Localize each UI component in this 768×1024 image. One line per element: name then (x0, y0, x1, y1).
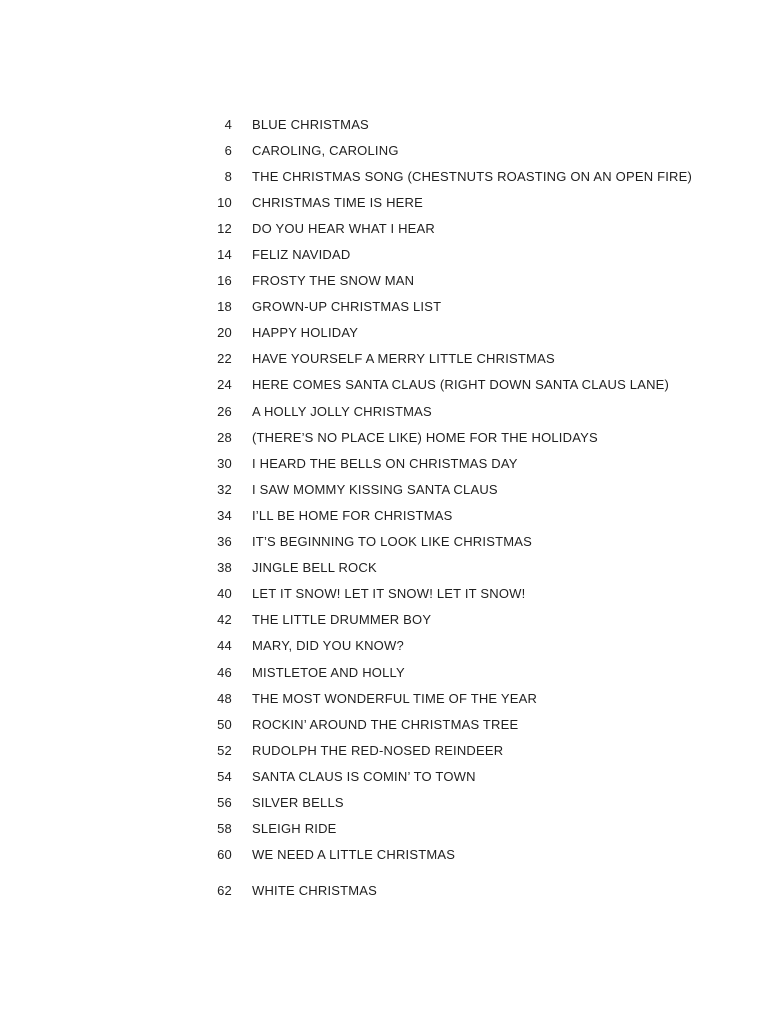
toc-song-title: DO YOU HEAR WHAT I HEAR (252, 220, 436, 236)
toc-entry (0, 241, 768, 267)
toc-song-title: JINGLE BELL ROCK (252, 560, 377, 576)
toc-song-title: SILVER BELLS (252, 794, 344, 810)
toc-page-number: 50 (217, 716, 232, 732)
toc-song-title: I SAW MOMMY KISSING SANTA CLAUS (252, 481, 498, 497)
toc-song-title: FROSTY THE SNOW MAN (252, 273, 415, 289)
toc-song-title: WE NEED A LITTLE CHRISTMAS (252, 847, 456, 863)
toc-song-title: (THERE’S NO PLACE LIKE) HOME FOR THE HOLIDAYS (252, 429, 598, 445)
toc-page-number: 22 (217, 351, 232, 367)
toc-entry (0, 398, 768, 424)
toc-entry (0, 215, 768, 241)
toc-page-number: 56 (217, 794, 232, 810)
toc-page-number: 48 (217, 690, 232, 706)
toc-song-title: THE LITTLE DRUMMER BOY (252, 612, 432, 628)
toc-entry (0, 346, 768, 372)
toc-entry (0, 659, 768, 685)
toc-entry (0, 685, 768, 711)
toc-page-number: 36 (217, 534, 232, 550)
toc-song-title: MISTLETOE AND HOLLY (252, 664, 405, 680)
toc-entry (0, 268, 768, 294)
toc-page-number: 60 (217, 847, 232, 863)
toc-page-number: 58 (217, 821, 232, 837)
toc-song-title: CHRISTMAS TIME IS HERE (252, 194, 424, 210)
toc-page-number: 20 (217, 325, 232, 341)
toc-page-number: 54 (217, 768, 232, 784)
toc-entry (0, 737, 768, 763)
toc-entry (0, 868, 768, 898)
toc-page-number: 10 (217, 194, 232, 210)
toc-entry (0, 555, 768, 581)
table-of-contents (0, 111, 768, 898)
toc-page-number: 42 (217, 612, 232, 628)
toc-page-number: 32 (217, 481, 232, 497)
toc-page-number: 26 (217, 403, 232, 419)
toc-song-title: LET IT SNOW! LET IT SNOW! LET IT SNOW! (252, 586, 526, 602)
toc-song-title: THE CHRISTMAS SONG (CHESTNUTS ROASTING ON AN OPEN FIRE) (252, 168, 693, 184)
toc-song-title: ROCKIN’ AROUND THE CHRISTMAS TREE (252, 716, 519, 732)
toc-page-number: 34 (217, 507, 232, 523)
toc-entry (0, 581, 768, 607)
toc-song-title: I’LL BE HOME FOR CHRISTMAS (252, 507, 453, 523)
toc-song-title: FELIZ NAVIDAD (252, 247, 351, 263)
toc-page-number: 8 (224, 168, 232, 184)
toc-page-number: 52 (217, 742, 232, 758)
toc-page-number: 18 (217, 299, 232, 315)
toc-entry (0, 450, 768, 476)
toc-song-title: HAPPY HOLIDAY (252, 325, 359, 341)
toc-song-title: I HEARD THE BELLS ON CHRISTMAS DAY (252, 455, 518, 471)
toc-page-number: 44 (217, 638, 232, 654)
toc-song-title: SANTA CLAUS IS COMIN’ TO TOWN (252, 768, 476, 784)
toc-song-title: SLEIGH RIDE (252, 821, 337, 837)
toc-entry (0, 189, 768, 215)
toc-song-title: CAROLING, CAROLING (252, 142, 399, 158)
toc-entry (0, 607, 768, 633)
toc-entry (0, 633, 768, 659)
toc-entry (0, 163, 768, 189)
toc-entry (0, 424, 768, 450)
toc-song-title: MARY, DID YOU KNOW? (252, 638, 404, 654)
toc-page-number: 38 (217, 560, 232, 576)
toc-song-title: BLUE CHRISTMAS (252, 116, 369, 132)
toc-page-number: 40 (217, 586, 232, 602)
toc-entry (0, 502, 768, 528)
toc-entry (0, 476, 768, 502)
toc-page-number: 12 (217, 220, 232, 236)
toc-entry (0, 111, 768, 137)
toc-entry (0, 842, 768, 868)
toc-entry (0, 294, 768, 320)
toc-page-number: 28 (217, 429, 232, 445)
toc-page-number: 46 (217, 664, 232, 680)
toc-entry (0, 320, 768, 346)
toc-song-title: HAVE YOURSELF A MERRY LITTLE CHRISTMAS (252, 351, 555, 367)
toc-song-title: A HOLLY JOLLY CHRISTMAS (252, 403, 432, 419)
toc-page-number: 30 (217, 455, 232, 471)
toc-song-title: WHITE CHRISTMAS (252, 882, 378, 898)
toc-entry (0, 529, 768, 555)
toc-song-title: HERE COMES SANTA CLAUS (RIGHT DOWN SANTA CLAUS LANE) (252, 377, 670, 393)
toc-page-number: 14 (217, 247, 232, 263)
toc-song-title: IT’S BEGINNING TO LOOK LIKE CHRISTMAS (252, 534, 532, 550)
toc-page-number: 4 (224, 116, 232, 132)
toc-entry (0, 816, 768, 842)
toc-page-number: 24 (217, 377, 232, 393)
toc-entry (0, 137, 768, 163)
toc-entry (0, 789, 768, 815)
toc-page-number: 16 (217, 273, 232, 289)
toc-entry (0, 372, 768, 398)
toc-entry (0, 763, 768, 789)
toc-entry (0, 711, 768, 737)
toc-song-title: RUDOLPH THE RED-NOSED REINDEER (252, 742, 504, 758)
toc-song-title: THE MOST WONDERFUL TIME OF THE YEAR (252, 690, 538, 706)
toc-page-number: 62 (217, 882, 232, 898)
toc-page-number: 6 (224, 142, 232, 158)
toc-song-title: GROWN-UP CHRISTMAS LIST (252, 299, 442, 315)
